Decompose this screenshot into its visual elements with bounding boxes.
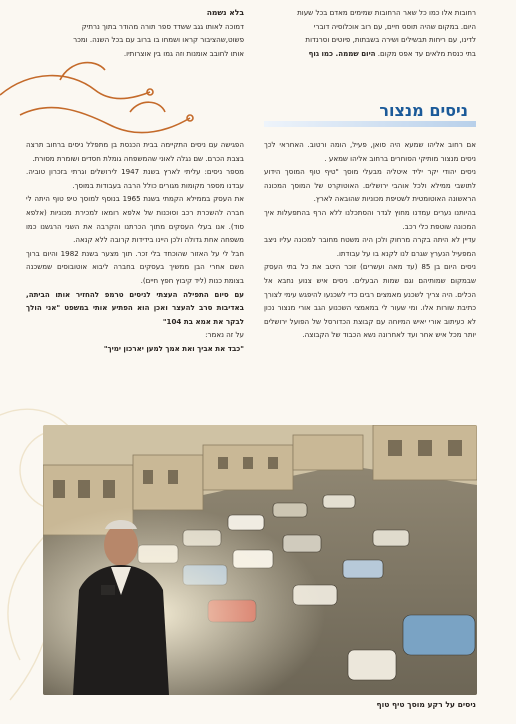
top-left-column <box>26 6 244 60</box>
right-paragraph-2: ניסים יהודי יקר יליד איטליה מבעלי מוסך "טיף טוף המוסך הידוע לתושבי ממילא ולכל אוהבי ירושלים. האוטוקרט של המוסך המכונה הראשונה האוטומטית לשטיפת מכוניות שהובאה לארץ. <box>264 167 476 204</box>
top-right-line-2: היום. במקום שהיה תוסס חיים, עם רוב אוכלוסיה דוברי <box>313 21 476 31</box>
heading-bar <box>264 121 476 127</box>
top-right-column <box>264 6 476 60</box>
top-left-line-1: דמוכה לאותו גגב ששדד ספר תורה מהודר בתוך נרתיק <box>81 21 244 31</box>
swirl-ornament <box>0 63 193 133</box>
right-paragraph-3: בהיותנו נערים עמדנו מחוץ לגדר והסתכלנו ללא הרף בהתפעלות איך המכונה שוטפת כלי רכב. <box>264 207 476 231</box>
top-right-line-4-text: בתי כנסת מלאים עד אפס מקום. <box>377 48 476 58</box>
right-paragraph-5: ניסים היום בן 85 (עד מאה ועשרים) זוכר היטב את כל בתי העסק שבמקום שמותיהם וגם שמות הבעלים. ניסים איש צנוע נחבא אל הכלים. היה צריך לשכנע מאמצים רבים כדי לשכנעו להיפגש עימי לצורך כתיבת שורות אלו. ומי שעור לי במאמצי השכנוע הגב אורי מנצור נכון לא כעיתוב אורי יאיש המיוחה עם קבוצת הכדורסל של הפועל ירושלים יותר מכל איש אחר ועד לאחרונה נשא הכבוד של הקבוצה. <box>264 262 476 340</box>
top-right-bold-end: היום שממה. כמו גוף <box>308 48 376 58</box>
photo-caption: ניסים על רקע מוסך טיף טוף <box>376 700 476 709</box>
section-heading <box>264 99 476 127</box>
top-right-line-3: לדינו, עם ריחות תבשילים ושירה בשבתות, פיוטים וסרנדות <box>305 35 476 45</box>
right-paragraph-4: עדיין לא היתה בקרה מרחוק ולכן היה משטח מחובר למכונה עליו ניצב המפעיל הנערץ שגרם לנו לקנא בו על עבודתו. <box>264 235 476 258</box>
left-paragraph-3: את העסק בממילא הקמתי בשנת 1965 בנוסף למוסך טיפ טוף היתה לי חברה להשכרת רכב וסוכנות של אלפא רומאו למכירת מכוניות (אלפא סוד). אנו בעלי העסקים מתוך הכרתנו והקרבה את השני הרגשנו כמו משפחה אחת גדולה ולכן היינו בידידות קרובה ללא קנאה. <box>26 194 244 245</box>
top-right-line-4 <box>264 47 476 61</box>
left-paragraph-1: הפגישה עם ניסים התקיימה בבית הכנסת בן מתפלל ניסים ברחוב תרצה בצבת הכרם. שם נגלה לאוני שהמשפחה גומלת חסדים ושומרת מסורת. <box>26 140 244 163</box>
closing-quote: "כבד את אביך ואת אמך למען יארכון ימיך" <box>103 343 244 353</box>
top-right-line-1: רחובות אלו כמו כל שאר הרחובות שמימים מאדם בכל שעות <box>297 8 476 17</box>
top-left-line-3: אותו לחובב אומנות וזה גמו בין אוצרותיו. <box>123 48 244 58</box>
left-paragraph-4: חבל לי על האזור שהוכחד בלי זכר. תוך מצער בשנת 1982 והיום ברוך השם אחרי הבן ממשיך בעסקים בחברה ליבוא אוטובוסים שמשכנה בצומת כנות (ליד קיבוץ חפץ חיים). <box>26 248 245 285</box>
right-paragraph-1: אם רחוב אליהו שמעא היה סואן, פעיל, הומה ורטוב. האחראי לכך ניסים מנצור מותיקי הסוחרים ברחוב אליהו שמאע . <box>264 140 476 163</box>
street-photo-image <box>43 425 477 695</box>
top-left-title: בלא נשמה <box>206 8 244 17</box>
section-title: ניסים מנצור <box>379 101 468 120</box>
right-article-column <box>264 138 476 342</box>
street-photo <box>43 425 477 695</box>
left-article-column <box>26 138 244 356</box>
left-paragraph-2: מספר ניסים: עליתי לארץ בשנת 1947 לירושלים וגרתי בזכרון טוביה. עבדנו מספר מקומות מגורים כולל הרבה בעבודות במוסך. <box>26 167 244 190</box>
top-left-line-2: פשוט,שהציבור קראו ושמחו בו ברוב עם בכל השנה. ומכר <box>73 35 244 45</box>
left-paragraph-5: עם סיום התפילה העצתי לניסים טרמפ להחזיר אותו הביתה, באדיבות סרב להעצר ואכן הוא הפתיע אותי במשפט "אני הולך לבקר את אמא בת 104" <box>26 289 244 326</box>
left-paragraph-6: על זה נאמר: <box>205 330 244 340</box>
